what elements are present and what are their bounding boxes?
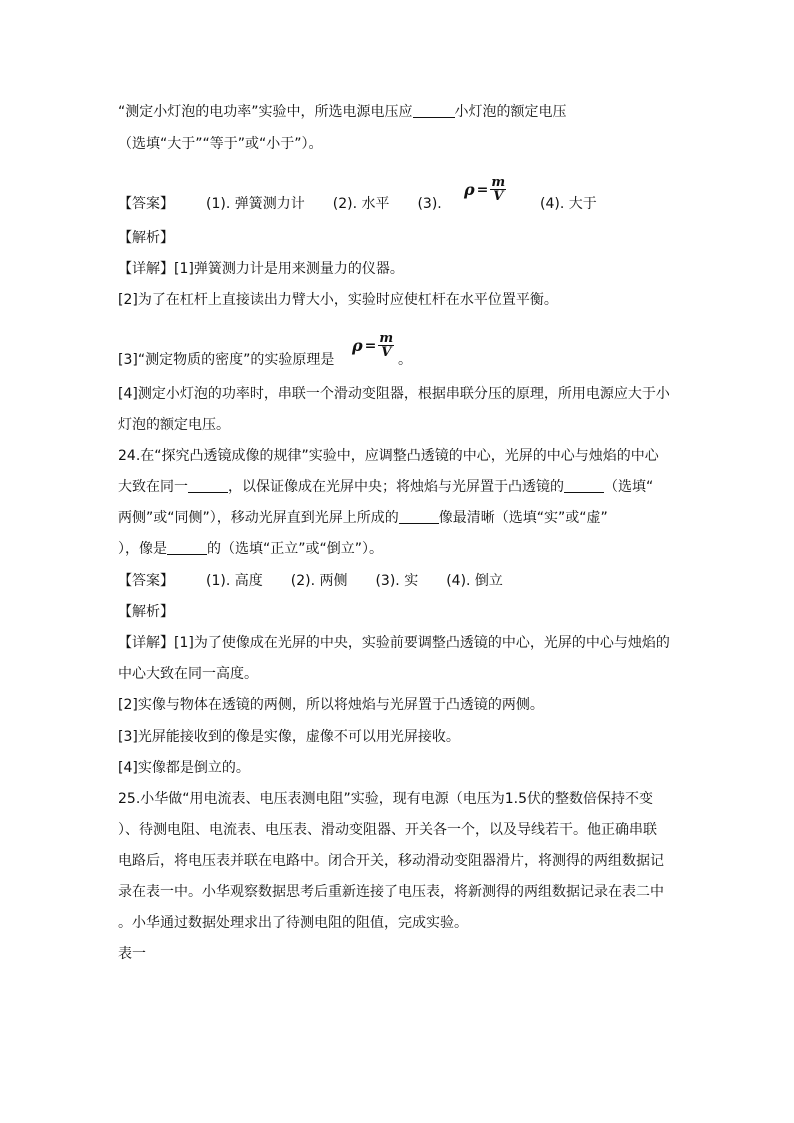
table-label: 表一 [118,946,146,962]
analysis-tag: 【解析】 [118,230,174,246]
answer-blank [167,540,207,555]
q23-detail-3: [3]“测定物质的密度”的实验原理是 [118,352,335,368]
q23-answer-4 [540,194,597,214]
q24-detail-3: [3]光屏能接收到的像是实像，虚像不可以用光屏接收。 [118,729,460,745]
q23-detail-4: [4]测定小灯泡的功率时，串联一个滑动变阻器，根据串联分压的原理，所用电源应大于小 [118,386,670,402]
answer-item: (3). 实 [375,573,419,589]
q24-answer-line [118,571,503,591]
q25-line-1: 25.小华做“用电流表、电压表测电阻”实验，现有电源（电压为1.5伏的整数倍保持不变 [118,791,654,807]
answer-item: (3). [417,196,442,212]
answer-tag: 【答案】 [118,573,174,589]
density-formula: ρ = $\frac{m}{V}$ [352,331,394,360]
q23-detail-1: 【详解】[1]弹簧测力计是用来测量力的仪器。 [118,261,404,277]
q23-answer-line [118,194,442,214]
q23-text: “测定小灯泡的电功率”实验中，所选电源电压应 [118,104,413,120]
q24-detail-1-cont: 中心大致在同一高度。 [118,666,258,682]
q23-detail-4-cont: 灯泡的额定电压。 [118,417,230,433]
q25-line-5: 。小华通过数据处理求出了待测电阻的阻值，完成实验。 [118,915,468,931]
q23-text: 小灯泡的额定电压 [454,104,567,120]
q23-detail-2: [2]为了在杠杆上直接读出力臂大小，实验时应使杠杆在水平位置平衡。 [118,292,558,308]
density-formula: ρ = $\frac{m}{V}$ [464,175,506,204]
answer-blank [188,478,228,493]
analysis-tag: 【解析】 [118,604,174,620]
q24-line-4: ），像是 的（选填“正立”或“倒立”）。 [118,541,384,557]
q24-line-3: 两侧”或“同侧”），移动光屏直到光屏上所成的 像最清晰（选填“实”或“虚” [118,510,608,526]
q24-detail-4: [4]实像都是倒立的。 [118,760,250,776]
answer-item: (2). 两侧 [290,573,348,589]
q24-detail-2: [2]实像与物体在透镜的两侧，所以将烛焰与光屏置于凸透镜的两侧。 [118,697,544,713]
q24-detail-1: 【详解】[1]为了使像成在光屏的中央，实验前要调整凸透镜的中心，光屏的中心与烛焰的 [118,635,670,651]
q25-line-3: 电路后，将电压表并联在电路中。闭合开关，移动滑动变阻器滑片，将测得的两组数据记 [118,853,664,869]
q23-line-2 [118,134,323,154]
answer-blank [399,509,439,524]
q25-line-4: 录在表一中。小华观察数据思考后重新连接了电压表，将新测得的两组数据记录在表二中 [118,884,664,900]
answer-item: (1). 高度 [206,573,263,589]
q23-line-1 [118,102,567,122]
answer-item: (2). 水平 [332,196,390,212]
q23-text: （选填“大于”“等于”或“小于”）。 [118,136,323,152]
answer-item: (4). 倒立 [446,573,503,589]
answer-tag: 【答案】 [118,196,174,212]
answer-item: (4). 大于 [540,196,597,212]
answer-blank [564,478,604,493]
q24-line-2: 大致在同一 ，以保证像成在光屏中央；将烛焰与光屏置于凸透镜的 （选填“ [118,479,654,495]
answer-blank [413,103,455,118]
q24-line-1: 24.在“探究凸透镜成像的规律”实验中，应调整凸透镜的中心，光屏的中心与烛焰的中心 [118,448,659,464]
q23-detail-3-end: 。 [398,352,412,368]
answer-item: (1). 弹簧测力计 [206,196,305,212]
q25-line-2: ）、待测电阻、电流表、电压表、滑动变阻器、开关各一个，以及导线若干。他正确串联 [118,822,657,838]
